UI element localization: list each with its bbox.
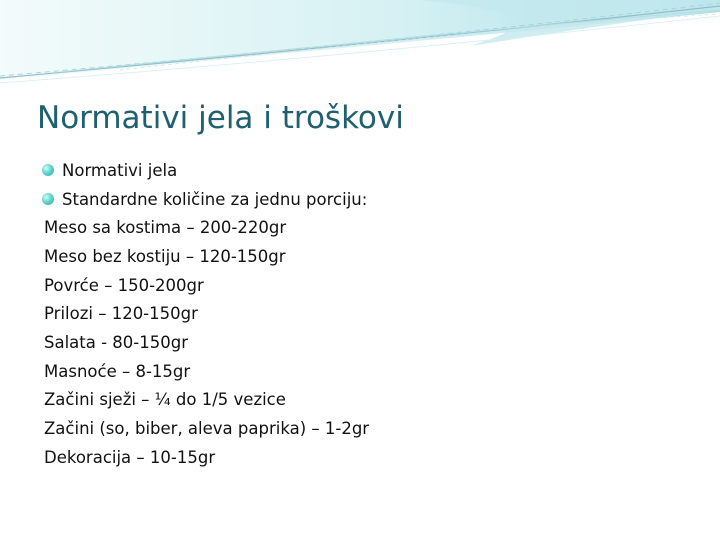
text-line: Povrće – 150-200gr	[44, 275, 204, 295]
text-line: Dekoracija – 10-15gr	[44, 447, 216, 467]
bullet-item	[42, 156, 704, 185]
bullet-icon	[42, 193, 54, 205]
header-wave-decoration	[0, 0, 720, 90]
text-line: Salata - 80-150gr	[44, 332, 189, 352]
slide-body	[44, 156, 704, 472]
bullet-item	[42, 185, 704, 214]
text-line: Meso bez kostiju – 120-150gr	[44, 246, 286, 266]
text-line: Začini sježi – ¼ do 1/5 vezice	[44, 390, 286, 410]
text-line: Masnoće – 8-15gr	[44, 361, 191, 381]
bullet-text: Standardne količine za jednu porciju:	[62, 189, 368, 209]
text-line: Prilozi – 120-150gr	[44, 304, 198, 324]
bullet-text: Normativi jela	[62, 160, 178, 180]
text-line: Začini (so, biber, aleva paprika) – 1-2gr	[44, 419, 370, 439]
bullet-icon	[42, 164, 54, 176]
slide-title: Normativi jela i troškovi	[37, 100, 404, 136]
text-line: Meso sa kostima – 200-220gr	[44, 218, 287, 238]
